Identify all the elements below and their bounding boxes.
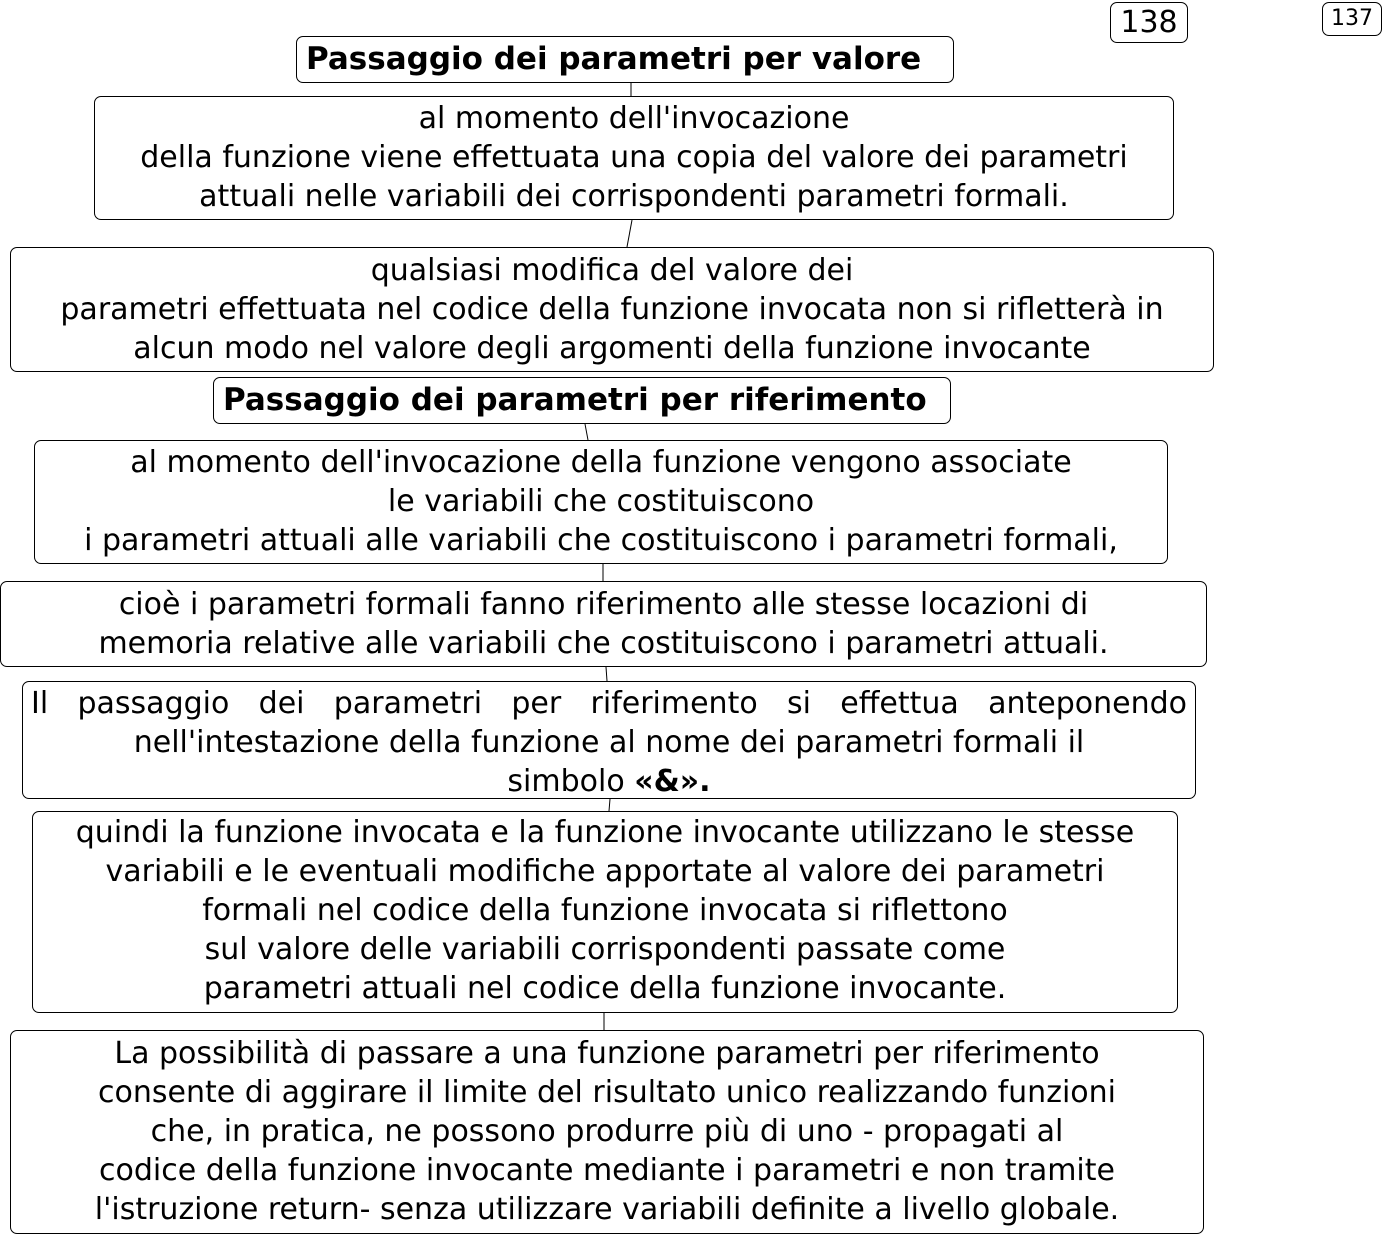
by-reference-shared-line-4: sul valore delle variabili corrispondenti passate come <box>204 932 1006 967</box>
by-value-effect-line-2: parametri effettuata nel codice della funzione invocata non si rifletterà in <box>60 292 1164 327</box>
by-value-copy-node <box>94 96 1174 220</box>
connector-memory-to-syntax <box>606 667 607 681</box>
connector-title-ref-to-assoc <box>585 424 588 440</box>
by-reference-benefit-line-2: consente di aggirare il limite del risultato unico realizzando funzioni <box>98 1075 1116 1110</box>
by-reference-benefit-line-1: La possibilità di passare a una funzione parametri per riferimento <box>114 1036 1100 1071</box>
by-reference-shared-line-1: quindi la funzione invocata e la funzione invocante utilizzano le stesse <box>75 815 1135 850</box>
by-value-effect-line-1: qualsiasi modifica del valore dei <box>370 253 854 288</box>
by-reference-benefit-line-5: l'istruzione return- senza utilizzare variabili definite a livello globale. <box>94 1192 1120 1227</box>
by-reference-assoc-line-2: le variabili che costituiscono <box>387 484 815 519</box>
by-value-effect-line-3: alcun modo nel valore degli argomenti della funzione invocante <box>133 331 1091 366</box>
by-reference-title-node <box>213 377 951 424</box>
by-reference-syntax-line-1: Il passaggio dei parametri per riferimento si effettua anteponendo <box>31 686 1187 721</box>
by-value-title-node <box>296 36 954 83</box>
by-reference-benefit-node <box>10 1030 1204 1234</box>
by-reference-syntax-line-2: nell'intestazione della funzione al nome dei parametri formali il <box>133 725 1085 760</box>
by-reference-benefit-line-3: che, in pratica, ne possono produrre più di uno - propagati al <box>150 1114 1064 1149</box>
page-number-badge-previous: 137 <box>1322 2 1382 36</box>
by-reference-title: Passaggio dei parametri per riferimento <box>223 382 927 418</box>
by-value-effect-node <box>10 247 1214 372</box>
by-reference-benefit-line-4: codice della funzione invocante mediante i parametri e non tramite <box>99 1153 1115 1188</box>
by-reference-memory-node <box>0 581 1207 667</box>
by-value-title: Passaggio dei parametri per valore <box>306 41 922 77</box>
by-value-copy-line-1: al momento dell'invocazione <box>418 101 850 136</box>
by-reference-assoc-line-1: al momento dell'invocazione della funzione vengono associate <box>130 445 1072 480</box>
by-reference-shared-node <box>32 811 1178 1013</box>
page-number-badge-current: 138 <box>1110 2 1188 43</box>
by-reference-assoc-line-3: i parametri attuali alle variabili che costituiscono i parametri formali, <box>84 523 1118 558</box>
by-reference-memory-line-2: memoria relative alle variabili che costituiscono i parametri attuali. <box>98 626 1109 661</box>
by-reference-syntax-node <box>22 681 1196 799</box>
by-reference-shared-line-3: formali nel codice della funzione invocata si riflettono <box>202 893 1008 928</box>
by-reference-syntax-prefix: simbolo <box>507 764 635 799</box>
by-value-copy-line-2: della funzione viene effettuata una copia del valore dei parametri <box>140 140 1128 175</box>
by-value-copy-line-3: attuali nelle variabili dei corrispondenti parametri formali. <box>199 179 1069 214</box>
by-reference-shared-line-5: parametri attuali nel codice della funzione invocante. <box>203 971 1007 1006</box>
by-reference-shared-line-2: variabili e le eventuali modifiche apportate al valore dei parametri <box>105 854 1105 889</box>
by-reference-assoc-node <box>34 440 1168 564</box>
ampersand-symbol: «&». <box>634 764 711 799</box>
by-reference-syntax-line-3 <box>31 762 1187 801</box>
by-reference-memory-line-1: cioè i parametri formali fanno riferimento alle stesse locazioni di <box>118 587 1089 622</box>
connector-copy-to-effect <box>627 220 632 247</box>
